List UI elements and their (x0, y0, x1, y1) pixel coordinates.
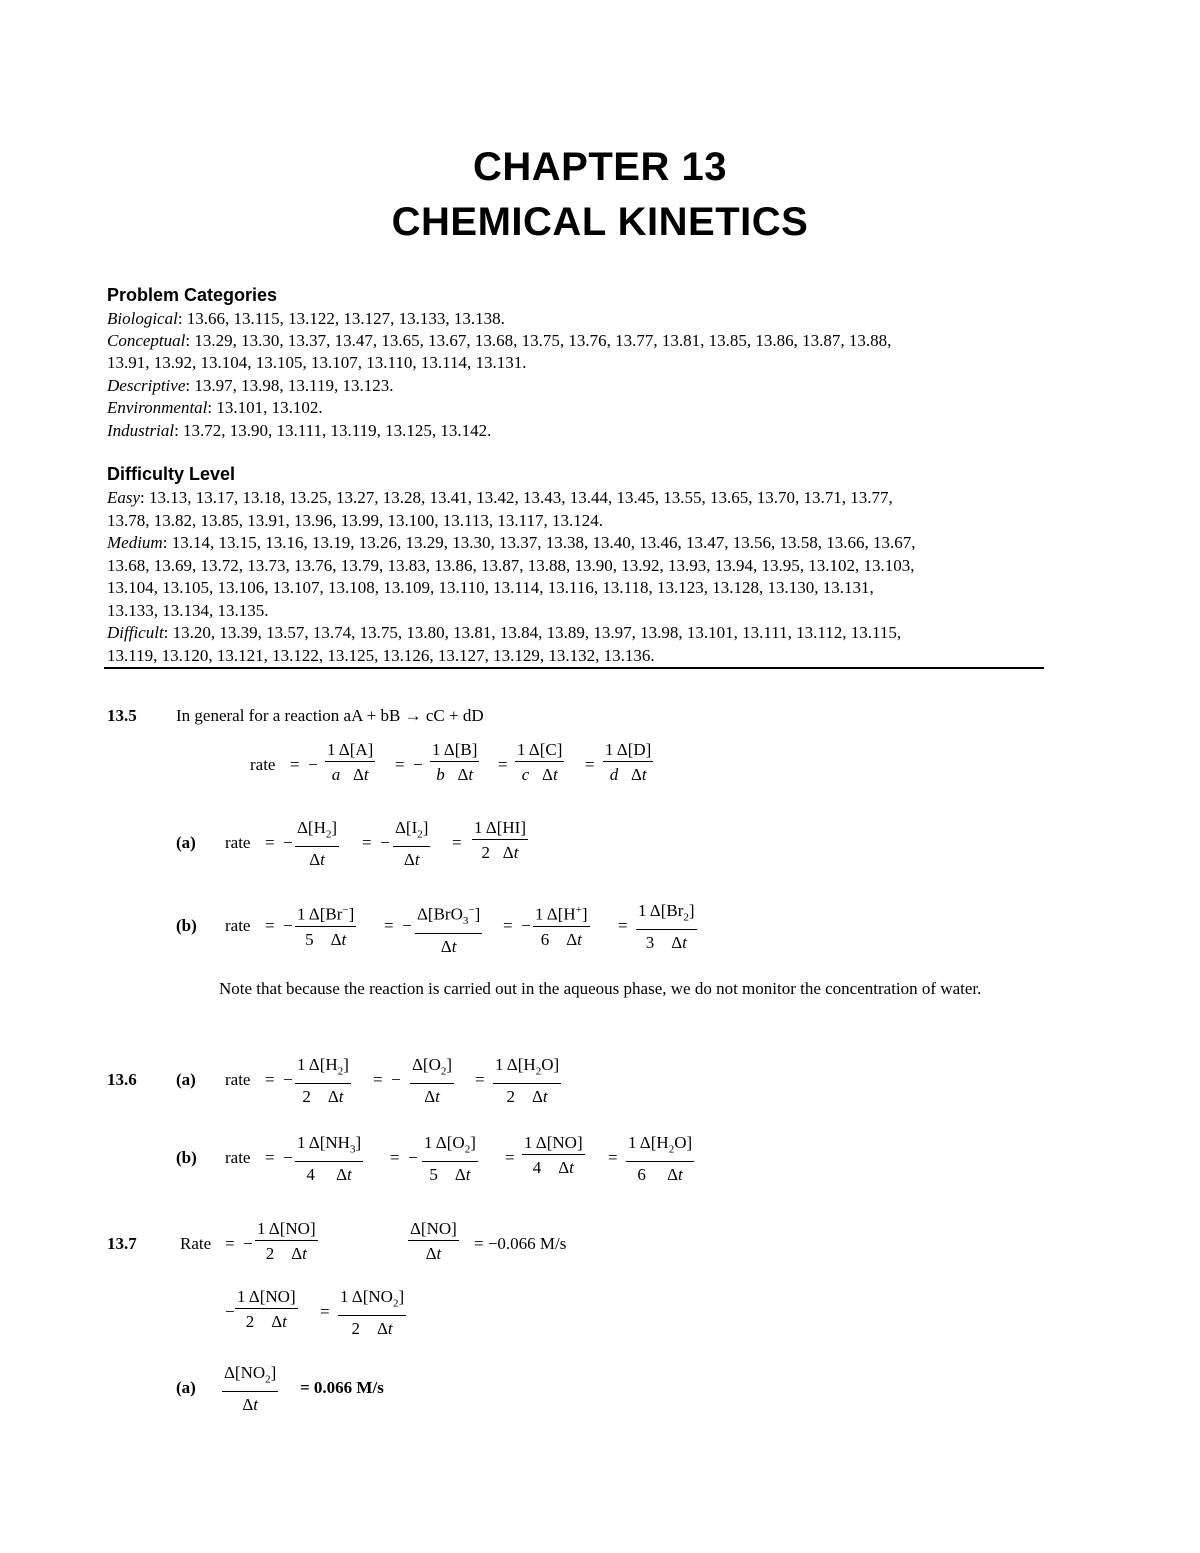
part-label: (b) (176, 1148, 197, 1167)
fraction: $\frac{\Delta[I_2]}{\Delta t}$ (395, 818, 429, 870)
category-conceptual-cont: 13.91, 13.92, 13.104, 13.105, 13.107, 13.110, 13.114, 13.131. (107, 353, 527, 372)
category-biological: Biological: 13.66, 13.115, 13.122, 13.127, 13.133, 13.138. (107, 309, 505, 328)
note-paragraph: Note that because the reaction is carried out in the aqueous phase, we do not monitor the concentration of water. (219, 979, 982, 998)
fraction: $\frac{1 \Delta[O_2]}{5 \Delta t}$ (424, 1133, 476, 1185)
chapter-number: CHAPTER 13 (473, 145, 727, 189)
difficulty-heading: Difficulty Level (107, 464, 236, 484)
fraction: $\frac{1 \Delta[B]}{\text{b Δt}}$ (432, 740, 478, 784)
equals-sign: = (505, 1148, 515, 1167)
rate-label: rate (250, 755, 276, 774)
problem-number: 13.7 (107, 1234, 137, 1253)
part-label: (a) (176, 1378, 196, 1397)
fraction: $\frac{1 \Delta[Br_2]}{3 \Delta t}$ (638, 901, 695, 953)
fraction: $\frac{1 \Delta[H_2O]}{6 \Delta t}$ (628, 1133, 693, 1185)
equals-sign: = − (362, 833, 390, 852)
fraction: $\frac{1 \Delta[H_2O]}{2 \Delta t}$ (495, 1055, 560, 1107)
difficulty-medium-cont-2: 13.104, 13.105, 13.106, 13.107, 13.108, 13.109, 13.110, 13.114, 13.116, 13.118, 13.123, 13.128, 13.130, 13.131, (107, 578, 874, 597)
equals-sign: = (585, 755, 595, 774)
equals-sign: = − (395, 755, 423, 774)
equals-sign: = − (265, 1148, 293, 1167)
difficulty-difficult-cont: 13.119, 13.120, 13.121, 13.122, 13.125, 13.126, 13.127, 13.129, 13.132, 13.136. (107, 646, 655, 665)
category-descriptive: Descriptive: 13.97, 13.98, 13.119, 13.123. (107, 376, 394, 395)
fraction: $\frac{1 \Delta[NO_2]}{2 \Delta t}$ (340, 1287, 405, 1339)
fraction: $\frac{1 \Delta[NO]}{2 \Delta t}$ (237, 1287, 296, 1331)
fraction: $\frac{1 \Delta[Br^-]}{5 \Delta t}$ (295, 901, 356, 949)
fraction: $\frac{1 \Delta[NH_3]}{4 \Delta t}$ (297, 1133, 362, 1185)
rate-label: rate (225, 1148, 251, 1167)
fraction: $\frac{1 \Delta[A]}{\text{a Δt}}$ (327, 740, 374, 784)
part-label: (b) (176, 916, 197, 935)
equals-sign: = − (290, 755, 318, 774)
category-environmental: Environmental: 13.101, 13.102. (107, 398, 323, 417)
fraction: $\frac{\Delta[H_2]}{\Delta t}$ (297, 818, 338, 870)
rate-label: rate (225, 833, 251, 852)
difficulty-medium-cont-1: 13.68, 13.69, 13.72, 13.73, 13.76, 13.79, 13.83, 13.86, 13.87, 13.88, 13.90, 13.92, 13.93, 13.94, 13.95, 13.102, 13.103, (107, 556, 915, 575)
difficulty-easy: Easy: 13.13, 13.17, 13.18, 13.25, 13.27, 13.28, 13.41, 13.42, 13.43, 13.44, 13.45, 13.55, 13.65, 13.70, 13.71, 13.77, (107, 488, 893, 507)
answer-a: = 0.066 M/s (300, 1378, 384, 1397)
fraction: $\frac{1 \Delta[H^+]}{6 \Delta t}$ (533, 901, 590, 949)
problem-number: 13.6 (107, 1070, 137, 1089)
section-divider (104, 667, 1044, 669)
equals-sign: = (608, 1148, 618, 1167)
equals-sign: = − (265, 833, 293, 852)
fraction: $\frac{1 \Delta[D]}{\text{d Δt}}$ (605, 740, 652, 784)
fraction: Δ[BrO$_3$−] Δt (415, 901, 482, 956)
equals-sign: = − (503, 916, 531, 935)
rate-label: rate (225, 916, 251, 935)
category-conceptual: Conceptual: 13.29, 13.30, 13.37, 13.47, 13.65, 13.67, 13.68, 13.75, 13.76, 13.77, 13.81, 13.85, 13.86, 13.87, 13.88, (107, 331, 892, 350)
rate-label: rate (225, 1070, 251, 1089)
equals-sign: = − (265, 916, 293, 935)
rate-label: Rate (180, 1234, 212, 1253)
problem-categories-heading: Problem Categories (107, 285, 278, 305)
fraction: $\frac{\Delta[O_2]}{\Delta t}$ (412, 1055, 453, 1107)
fraction: $\frac{\Delta[NO]}{\Delta t}$ (410, 1219, 457, 1263)
equals-sign: = − (373, 1070, 401, 1089)
minus-sign: − (225, 1302, 235, 1321)
part-label: (a) (176, 833, 196, 852)
difficulty-medium-cont-3: 13.133, 13.134, 13.135. (107, 601, 269, 620)
fraction: $\frac{1 \Delta[NO]}{2 \Delta t}$ (257, 1219, 316, 1263)
chapter-title: CHEMICAL KINETICS (391, 200, 809, 244)
general-reaction: In general for a reaction aA + bB → cC + dD (176, 706, 484, 725)
rate-result: = −0.066 M/s (474, 1234, 567, 1253)
problem-number: 13.5 (107, 706, 137, 725)
difficulty-medium: Medium: 13.14, 13.15, 13.16, 13.19, 13.26, 13.29, 13.30, 13.37, 13.38, 13.40, 13.46, 13.47, 13.56, 13.58, 13.66, 13.67, (107, 533, 916, 552)
equals-sign: = − (225, 1234, 253, 1253)
equals-sign: = − (265, 1070, 293, 1089)
equals-sign: = − (384, 916, 412, 935)
part-label: (a) (176, 1070, 196, 1089)
equals-sign: = (498, 755, 508, 774)
category-industrial: Industrial: 13.72, 13.90, 13.111, 13.119, 13.125, 13.142. (107, 421, 492, 440)
equals-sign: = − (390, 1148, 418, 1167)
fraction: $\frac{1 \Delta[NO]}{4 \Delta t}$ (524, 1133, 583, 1177)
equals-sign: = (320, 1302, 330, 1321)
equals-sign: = (452, 833, 462, 852)
fraction: $\frac{1 \Delta[HI]}{2 \Delta t}$ (474, 818, 527, 862)
fraction: $\frac{1 \Delta[H_2]}{2 \Delta t}$ (297, 1055, 349, 1107)
difficulty-easy-cont: 13.78, 13.82, 13.85, 13.91, 13.96, 13.99, 13.100, 13.113, 13.117, 13.124. (107, 511, 603, 530)
fraction: $\frac{\Delta[NO_2]}{\Delta t}$ (224, 1363, 277, 1415)
equals-sign: = (475, 1070, 485, 1089)
equals-sign: = (618, 916, 628, 935)
difficulty-difficult: Difficult: 13.20, 13.39, 13.57, 13.74, 13.75, 13.80, 13.81, 13.84, 13.89, 13.97, 13.98, 13.101, 13.111, 13.112, 13.115, (107, 623, 902, 642)
fraction: $\frac{1 \Delta[C]}{\text{c Δt}}$ (517, 740, 563, 784)
